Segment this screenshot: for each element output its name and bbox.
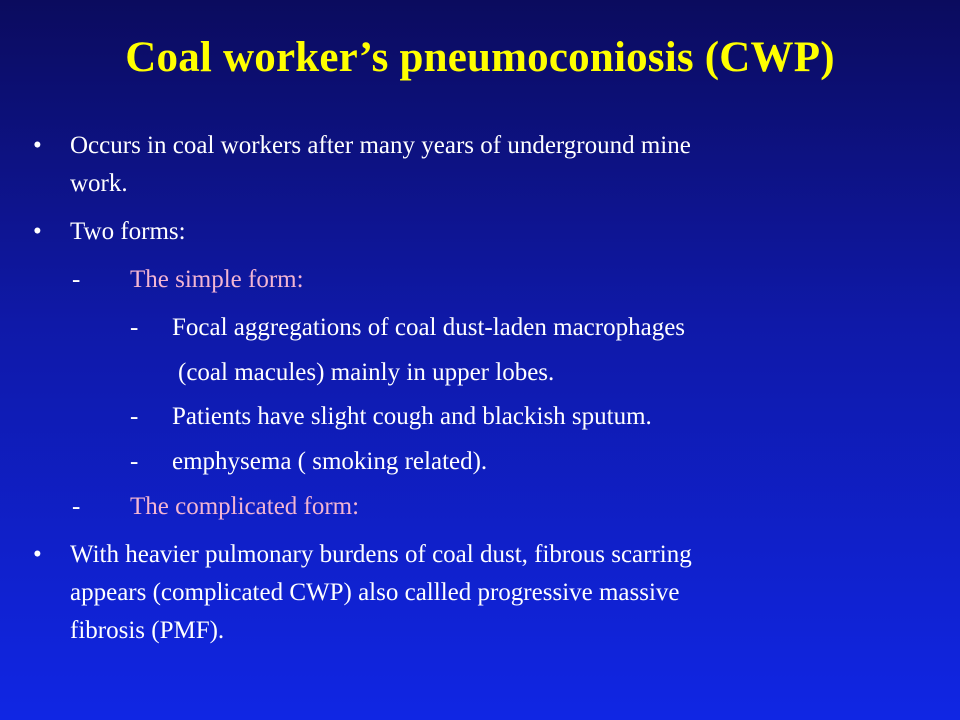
bullet-text: appears (complicated CWP) also callled progressive massive bbox=[70, 579, 680, 606]
sub-item-text: (coal macules) mainly in upper lobes. bbox=[178, 359, 555, 386]
bullet-text: Occurs in coal workers after many years of underground mine bbox=[70, 132, 691, 159]
bullet-text: work. bbox=[70, 170, 128, 197]
sub-item-text: Patients have slight cough and blackish sputum. bbox=[172, 403, 652, 430]
bullet-text: Two forms: bbox=[70, 218, 186, 245]
bullet-icon: • bbox=[33, 132, 42, 159]
dash-marker: - bbox=[130, 403, 139, 430]
sub-item-text: emphysema ( smoking related). bbox=[172, 448, 488, 475]
slide-title: Coal worker’s pneumoconiosis (CWP) bbox=[125, 34, 835, 81]
dash-marker: - bbox=[130, 314, 139, 341]
bullet-text: fibrosis (PMF). bbox=[70, 617, 225, 644]
bullet-text: With heavier pulmonary burdens of coal dust, fibrous scarring bbox=[70, 541, 692, 568]
subheading-simple-form: The simple form: bbox=[130, 266, 304, 293]
bullet-icon: • bbox=[33, 541, 42, 568]
subheading-complicated-form: The complicated form: bbox=[130, 493, 360, 520]
sub-item-text: Focal aggregations of coal dust-laden macrophages bbox=[172, 314, 686, 341]
bullet-icon: • bbox=[33, 218, 42, 245]
dash-marker: - bbox=[72, 266, 81, 293]
dash-marker: - bbox=[130, 448, 139, 475]
dash-marker: - bbox=[72, 493, 81, 520]
